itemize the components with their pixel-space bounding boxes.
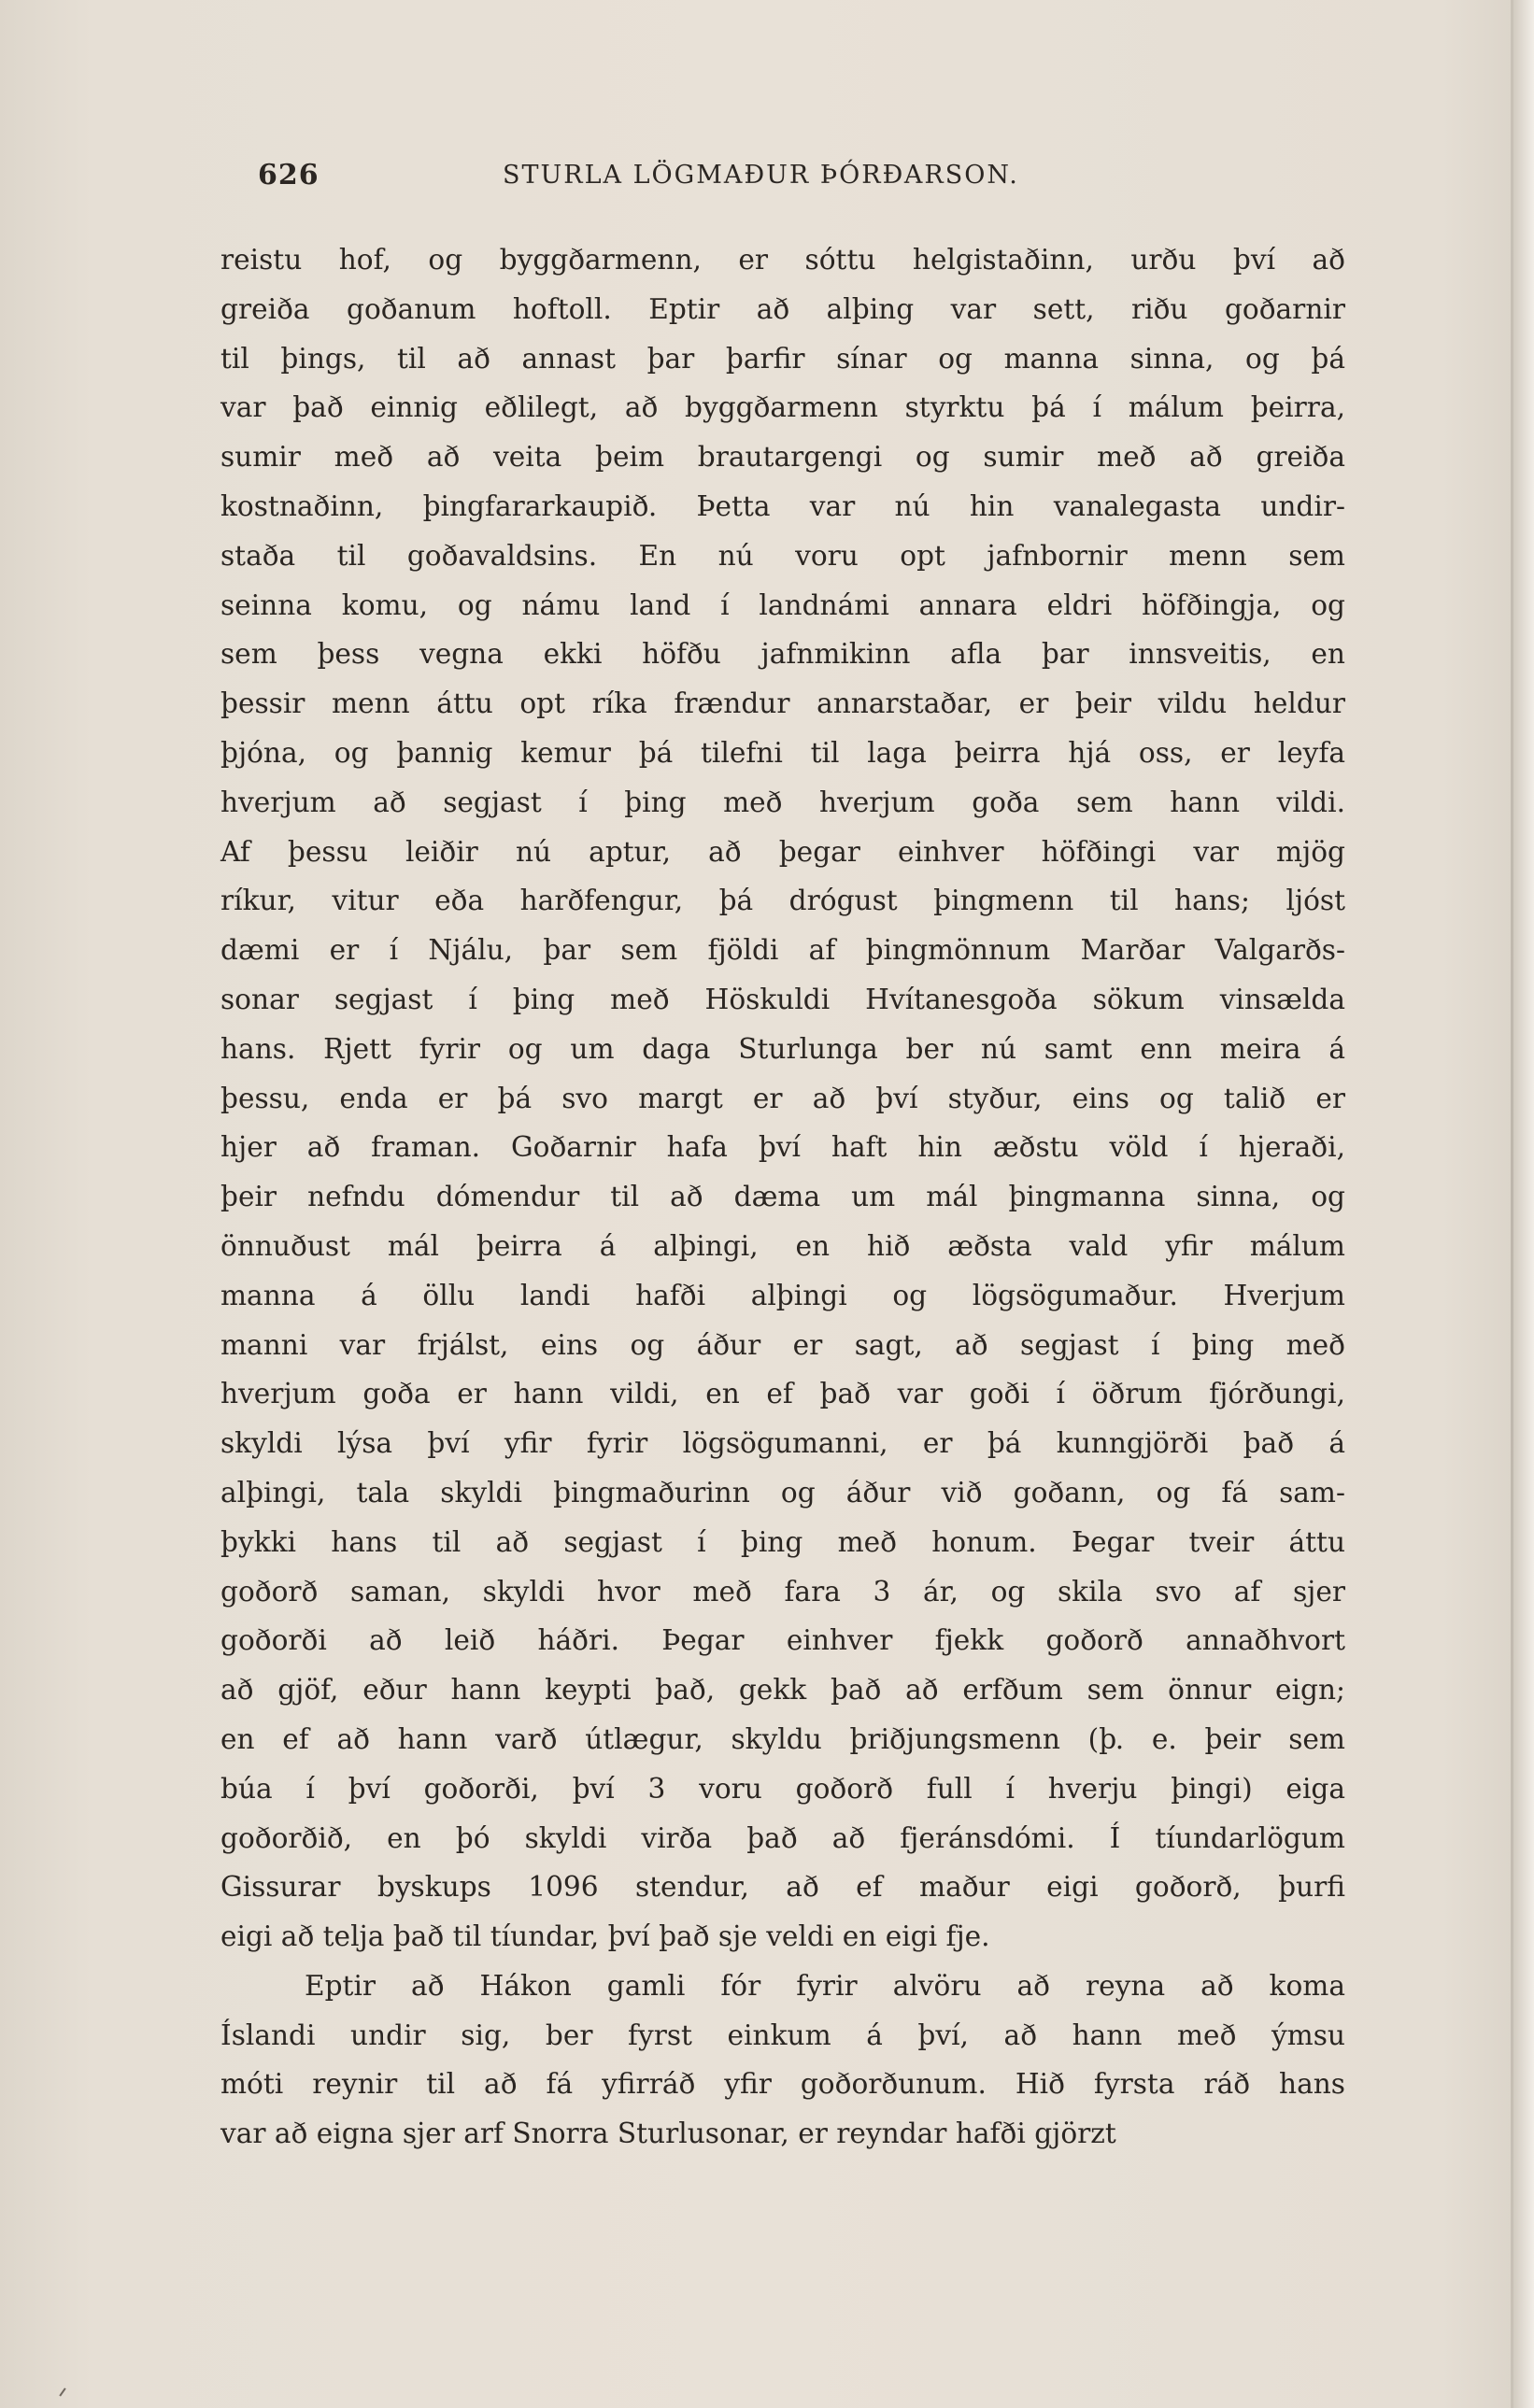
text-line: goðorði að leið háðri. Þegar einhver fjekk goðorð annaðhvort [220, 1624, 1345, 1657]
body-text [220, 235, 1345, 2159]
text-line: var það einnig eðlilegt, að byggðarmenn styrktu þá í málum þeirra, [220, 391, 1345, 424]
text-line: sumir með að veita þeim brautargengi og sumir með að greiða [220, 441, 1345, 474]
text-line: Eptir að Hákon gamli fór fyrir alvöru að reyna að koma [305, 1969, 1345, 2002]
text-line: seinna komu, og námu land í landnámi annara eldri höfðingja, og [220, 588, 1345, 621]
text-line: þykki hans til að segjast í þing með honum. Þegar tveir áttu [220, 1525, 1345, 1558]
text-line: hverjum goða er hann vildi, en ef það var goði í öðrum fjórðungi, [220, 1378, 1345, 1410]
text-line: goðorðið, en þó skyldi virða það að fjeránsdómi. Í tíundarlögum [220, 1821, 1345, 1854]
text-line: goðorð saman, skyldi hvor með fara 3 ár, og skila svo af sjer [220, 1575, 1345, 1608]
text-line: dæmi er í Njálu, þar sem fjöldi af þingmönnum Marðar Valgarðs- [220, 934, 1345, 967]
text-line: staða til goðavaldsins. En nú voru opt jafnbornir menn sem [220, 539, 1345, 572]
text-line: að gjöf, eður hann keypti það, gekk það að erfðum sem önnur eign; [220, 1674, 1345, 1707]
text-line: til þings, til að annast þar þarfir sínar og manna sinna, og þá [220, 342, 1345, 375]
text-line: var að eigna sjer arf Snorra Sturlusonar, er reyndar hafði gjörzt [220, 2118, 1116, 2150]
text-line: hverjum að segjast í þing með hverjum goða sem hann vildi. [220, 786, 1345, 818]
text-line: skyldi lýsa því yfir fyrir lögsögumanni, er þá kunngjörði það á [220, 1427, 1345, 1460]
text-line: alþingi, tala skyldi þingmaðurinn og áður við goðann, og fá sam- [220, 1476, 1345, 1509]
text-line: þessu, enda er þá svo margt er að því styður, eins og talið er [220, 1082, 1345, 1114]
text-line: móti reynir til að fá yfirráð yfir goðorðunum. Hið fyrsta ráð hans [220, 2068, 1345, 2101]
text-line: Gissurar byskups 1096 stendur, að ef maður eigi goðorð, þurfi [220, 1871, 1345, 1904]
running-head: STURLA LÖGMAÐUR ÞÓRÐARSON. [503, 161, 1019, 190]
text-line: greiða goðanum hoftoll. Eptir að alþing var sett, riðu goðarnir [220, 292, 1345, 325]
text-line: manna á öllu landi hafði alþingi og lögsögumaður. Hverjum [220, 1279, 1345, 1311]
page-number: 626 [258, 159, 320, 191]
text-line: önnuðust mál þeirra á alþingi, en hið æðsta vald yfir málum [220, 1229, 1345, 1262]
text-line: eigi að telja það til tíundar, því það sje veldi en eigi fje. [220, 1920, 990, 1953]
text-line: reistu hof, og byggðarmenn, er sóttu helgistaðinn, urðu því að [220, 244, 1345, 276]
text-line: sonar segjast í þing með Höskuldi Hvítanesgoða sökum vinsælda [220, 983, 1345, 1015]
text-line: búa í því goðorði, því 3 voru goðorð full í hverju þingi) eiga [220, 1772, 1345, 1805]
text-line: Af þessu leiðir nú aptur, að þegar einhver höfðingi var mjög [220, 835, 1345, 868]
text-line: sem þess vegna ekki höfðu jafnmikinn afla þar innsveitis, en [220, 638, 1345, 671]
text-line: þeir nefndu dómendur til að dæma um mál þingmanna sinna, og [220, 1181, 1345, 1213]
text-line: kostnaðinn, þingfararkaupið. Þetta var nú hin vanalegasta undir- [220, 489, 1345, 522]
page-header [258, 159, 1345, 215]
text-line: hjer að framan. Goðarnir hafa því haft hin æðstu völd í hjeraði, [220, 1131, 1345, 1164]
text-line: þjóna, og þannig kemur þá tilefni til laga þeirra hjá oss, er leyfa [220, 736, 1345, 769]
text-line: en ef að hann varð útlægur, skyldu þriðjungsmenn (þ. e. þeir sem [220, 1722, 1345, 1755]
text-line: þessir menn áttu opt ríka frændur annarstaðar, er þeir vildu heldur [220, 687, 1345, 720]
stray-pencil-mark [59, 2387, 65, 2396]
text-line: ríkur, vitur eða harðfengur, þá drógust þingmenn til hans; ljóst [220, 885, 1345, 917]
book-gutter [1513, 0, 1534, 2408]
text-line: Íslandi undir sig, ber fyrst einkum á því, að hann með ýmsu [220, 2018, 1345, 2051]
text-line: hans. Rjett fyrir og um daga Sturlunga ber nú samt enn meira á [220, 1032, 1345, 1065]
text-line: manni var frjálst, eins og áður er sagt, að segjast í þing með [220, 1328, 1345, 1361]
